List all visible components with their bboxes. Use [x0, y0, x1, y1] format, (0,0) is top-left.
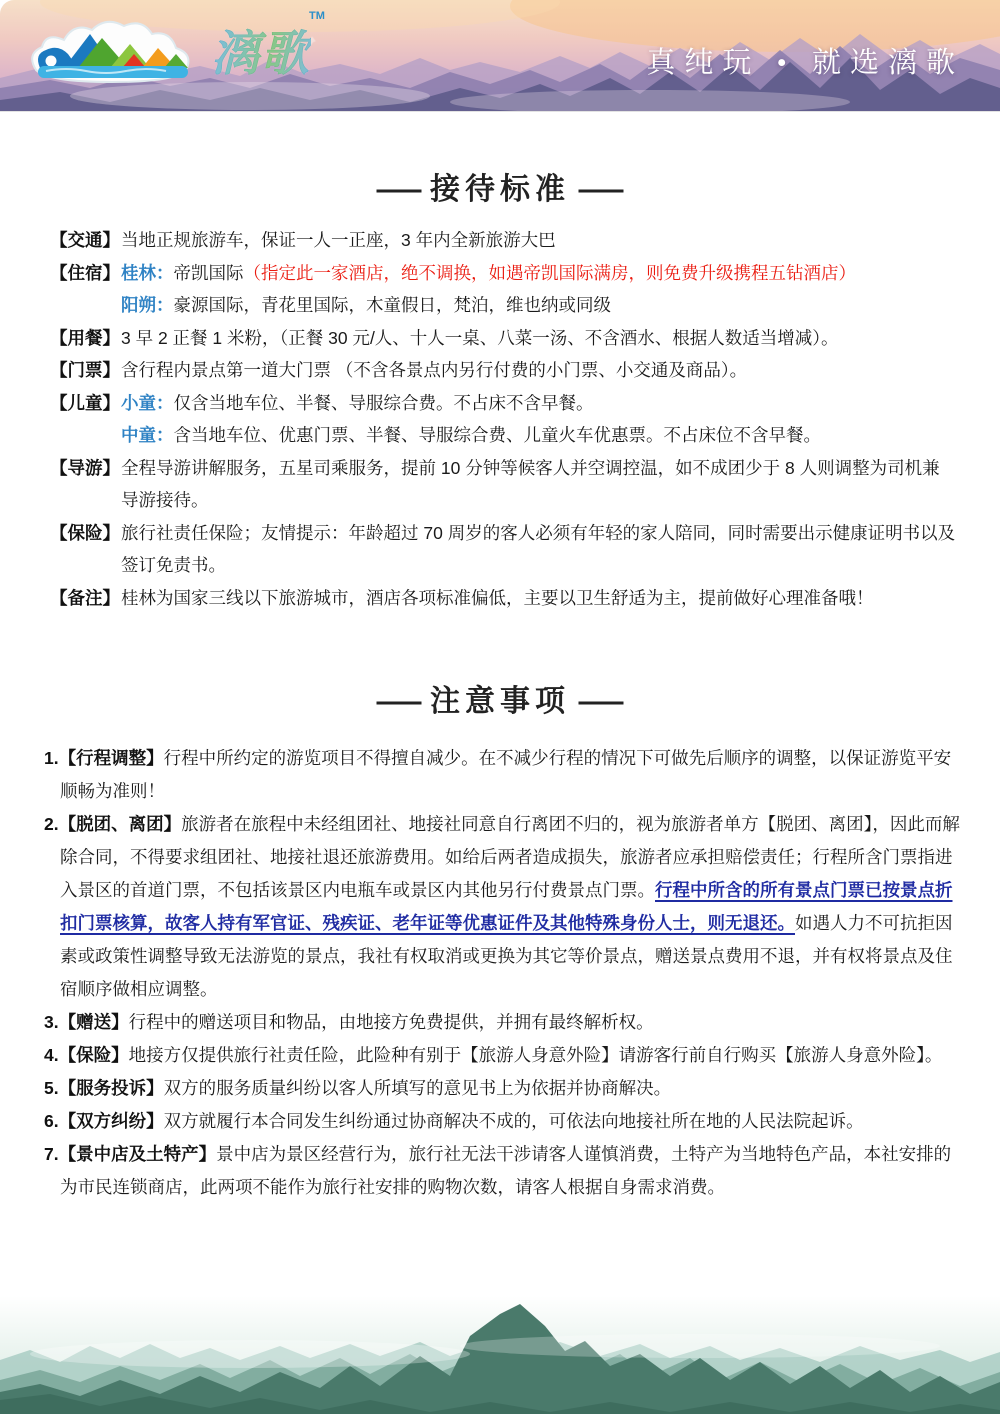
reception-title-text: 接待标准 — [430, 173, 570, 206]
text-segment: 双方的服务质量纠纷以客人所填写的意见书上为依据并协商解决。 — [163, 1078, 672, 1098]
note-item — [44, 1138, 960, 1204]
text-segment: 桂林为国家三线以下旅游城市，酒店各项标准偏低，主要以卫生舒适为主，提前做好心理准备哦！ — [121, 587, 874, 608]
teal-karst-footer-image — [0, 1296, 1000, 1414]
note-item-text — [129, 1045, 943, 1065]
text-segment: 双方就履行本合同发生纠纷通过协商解决不成的，可依法向地接社所在地的人民法院起诉。 — [163, 1111, 864, 1131]
reception-item-label: 【住宿】 — [50, 262, 120, 283]
text-segment: 豪源国际，青花里国际，木童假日，梵泊，维也纳或同级 — [173, 295, 611, 315]
mountain-logo-icon — [26, 14, 201, 94]
reception-item-label: 【门票】 — [50, 360, 120, 380]
text-segment: 行程中所约定的游览项目不得擅自减少。在不减少行程的情况下可做先后顺序的调整，以保证游览平安顺畅为准则！ — [60, 748, 952, 801]
reception-item — [50, 582, 956, 615]
note-item-number: 6. — [44, 1111, 59, 1131]
note-item — [44, 808, 960, 1006]
note-item-text — [164, 1111, 864, 1131]
note-item-number: 1. — [44, 748, 59, 768]
reception-item — [50, 452, 956, 517]
text-segment: 仅含当地车位、半餐、导服综合费。不占床不含早餐。 — [173, 392, 594, 413]
reception-item-label: 【用餐】 — [50, 327, 120, 348]
note-item-label: 【双方纠纷】 — [58, 1111, 164, 1131]
reception-item-text — [121, 295, 611, 315]
reception-list — [0, 224, 1000, 614]
reception-item — [50, 224, 956, 257]
text-segment-em: 行程中所含的所有景点门票已按景点折扣门票核算，故客人持有军官证、残疾证、老年证等优惠证件及其他特殊身份人士，则无退还。 — [60, 880, 953, 933]
text-segment-red: （指定此一家酒店，绝不调换，如遇帝凯国际满房，则免费升级携程五钻酒店） — [243, 262, 856, 283]
text-segment: 如遇人力不可抗拒因素或政策性调整导致无法游览的景点，我社有权取消或更换为其它等价景点，赠送景点费用不退，并有权将景点及住宿顺序做相应调整。 — [60, 913, 953, 999]
note-item-text — [60, 814, 960, 999]
text-segment-blue: 中童： — [121, 425, 174, 445]
note-item-number: 4. — [44, 1045, 59, 1065]
text-segment: 景中店为景区经营行为，旅行社无法干涉请客人谨慎消费，土特产为当地特色产品，本社安排的为市民连锁商店，此两项不能作为旅行社安排的购物次数，请客人根据自身需求消费。 — [60, 1144, 952, 1197]
reception-item-text — [121, 458, 940, 511]
footer-banner — [0, 1296, 1000, 1414]
text-segment: 全程导游讲解服务，五星司乘服务，提前 10 分钟等候客人并空调控温，如不成团少于 8 人则调整为司机兼导游接待。 — [121, 457, 940, 510]
reception-item-label: 【导游】 — [50, 457, 120, 478]
header-banner — [0, 0, 1000, 112]
text-segment-blue: 小童： — [121, 392, 174, 413]
text-segment-blue: 桂林： — [121, 262, 174, 283]
trademark-mark: TM — [309, 10, 325, 22]
notes-section-title — [0, 676, 1000, 720]
notes-title-text: 注意事项 — [430, 685, 570, 718]
text-segment: 旅游者在旅程中未经组团社、地接社同意自行离团不归的，视为旅游者单方【脱团、离团】，因此而解除合同，不得要求组团社、地接社退还旅游费用。如给后两者造成损失，旅游者应承担赔偿责任；行程所含门票指进入景区的首道门票，不包括该景区内电瓶车或景区内其他另行付费景点门票。 — [60, 814, 960, 900]
note-item — [44, 1072, 960, 1105]
reception-item — [50, 322, 956, 355]
brand-slogan: 真纯玩 • 就选漓歌 — [646, 47, 964, 79]
note-item — [44, 1039, 960, 1072]
note-item-number: 3. — [44, 1012, 59, 1032]
note-item-label: 【景中店及土特产】 — [58, 1144, 217, 1164]
note-item — [44, 1006, 960, 1039]
reception-item — [50, 354, 956, 387]
reception-item — [50, 289, 956, 322]
title-dash-right: — — [578, 685, 624, 718]
reception-item-label: 【交通】 — [50, 230, 120, 250]
reception-item — [50, 387, 956, 420]
reception-item-text — [121, 360, 747, 380]
brand-logo — [26, 10, 327, 94]
note-item-number: 2. — [44, 814, 59, 834]
reception-item-text — [121, 263, 856, 283]
text-segment: 帝凯国际 — [173, 262, 244, 283]
reception-section-title — [0, 164, 1000, 208]
note-item-label: 【行程调整】 — [58, 748, 164, 768]
text-segment: 含行程内景点第一道大门票 （不含各景点内另行付费的小门票、小交通及商品）。 — [121, 360, 748, 380]
reception-item-text — [121, 393, 594, 413]
title-dash-left: — — [376, 685, 422, 718]
note-item — [44, 1105, 960, 1138]
note-item-number: 7. — [44, 1144, 59, 1164]
reception-item-text — [121, 230, 556, 250]
note-item-label: 【保险】 — [58, 1045, 129, 1065]
text-segment: 行程中的赠送项目和物品，由地接方免费提供，并拥有最终解析权。 — [128, 1012, 654, 1032]
note-item-text — [60, 748, 951, 801]
text-segment: 地接方仅提供旅行社责任险，此险种有别于【旅游人身意外险】请游客行前自行购买【旅游人身意外险】。 — [128, 1045, 943, 1065]
brand-name — [211, 10, 327, 82]
note-item — [44, 742, 960, 808]
title-dash-left: — — [376, 173, 422, 206]
note-item-label: 【服务投诉】 — [58, 1078, 164, 1098]
note-item-number: 5. — [44, 1078, 59, 1098]
reception-item — [50, 257, 956, 290]
reception-item-label: 【备注】 — [50, 587, 120, 608]
note-item-text — [164, 1078, 672, 1098]
reception-item-label: 【保险】 — [50, 522, 120, 543]
reception-item-label: 【儿童】 — [50, 392, 120, 413]
brand-name-text: 漓歌 — [211, 26, 312, 82]
text-segment: 含当地车位、优惠门票、半餐、导服综合费、儿童火车优惠票。不占床位不含早餐。 — [173, 425, 821, 445]
reception-item — [50, 419, 956, 452]
note-item-text — [129, 1012, 654, 1032]
text-segment-blue: 阳朔： — [121, 295, 174, 315]
reception-item — [50, 517, 956, 582]
note-item-label: 【脱团、离团】 — [58, 814, 182, 834]
note-item-label: 【赠送】 — [58, 1012, 129, 1032]
reception-item-text — [121, 328, 839, 348]
title-dash-right: — — [578, 173, 624, 206]
notes-list — [0, 742, 1000, 1204]
text-segment: 当地正规旅游车，保证一人一正座，3 年内全新旅游大巴 — [121, 230, 556, 250]
reception-item-text — [121, 425, 821, 445]
text-segment: 旅行社责任保险；友情提示：年龄超过 70 周岁的客人必须有年轻的家人陪同，同时需要出示健康证明书以及签订免责书。 — [121, 522, 956, 575]
text-segment: 3 早 2 正餐 1 米粉，（正餐 30 元/人、十人一桌、八菜一汤、不含酒水、根据人数适当增减）。 — [121, 327, 839, 348]
reception-item-text — [121, 588, 874, 608]
reception-item-text — [121, 523, 955, 576]
